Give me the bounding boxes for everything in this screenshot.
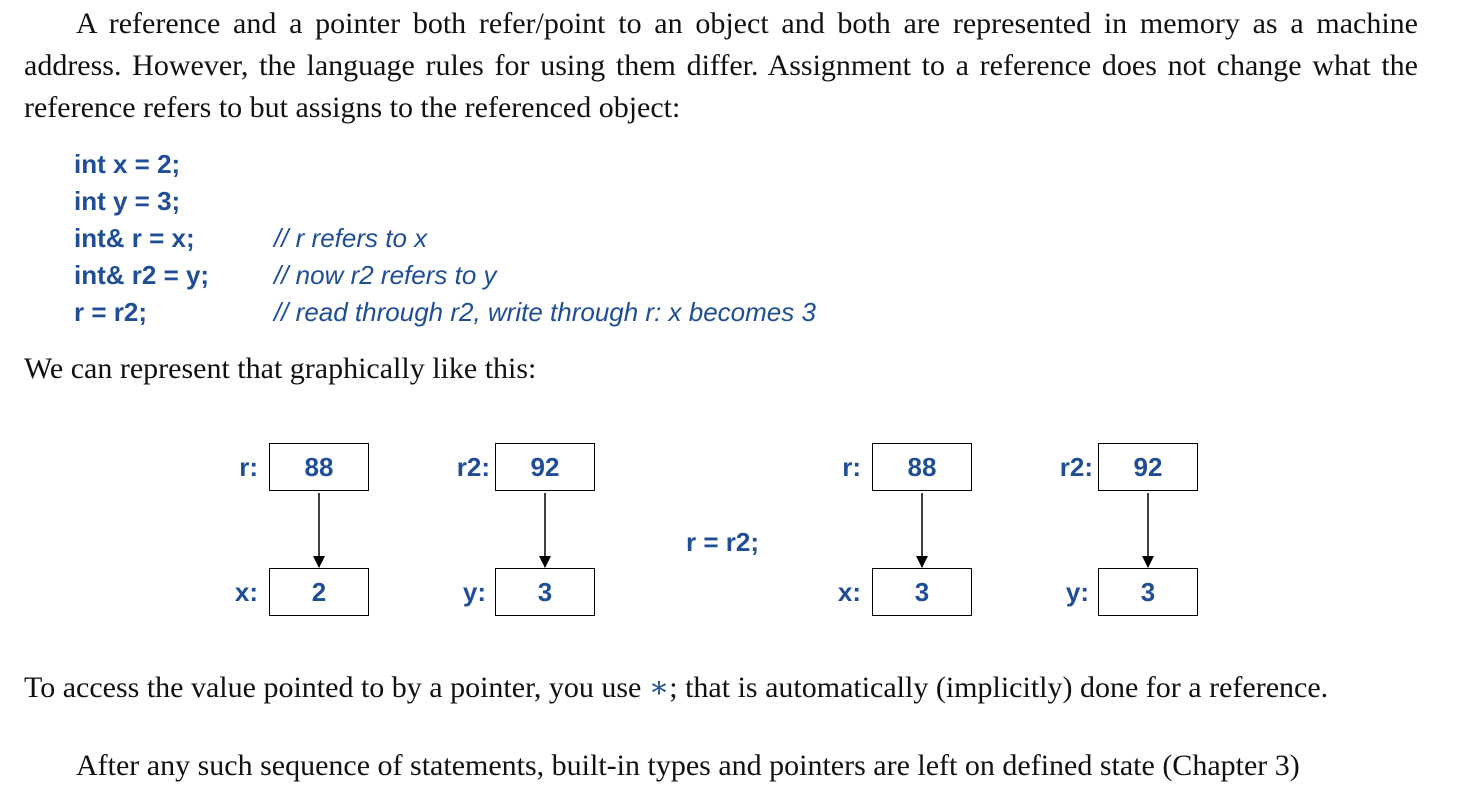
box-x-after: 3 [872, 568, 972, 616]
label-y-after: y: [1065, 577, 1089, 607]
box-r2-before: 92 [495, 443, 595, 491]
paragraph-text: To access the value pointed to by a pointer, you use [24, 671, 649, 704]
label-r2-after: r2: [1059, 452, 1093, 482]
code-statement: int& r2 = y; [74, 260, 210, 290]
box-y-after: 3 [1098, 568, 1198, 616]
cut-off-paragraph: After any such sequence of statements, built-in types and pointers are left on defined state (Chapter 3) [76, 749, 1300, 782]
code-comment: // r refers to x [274, 223, 428, 253]
code-block [74, 146, 816, 331]
label-r2-before: r2: [456, 452, 490, 482]
paragraph-text: ; that is automatically (implicitly) done for a reference. [669, 671, 1329, 704]
code-line [74, 257, 497, 294]
code-statement: r = r2; [74, 297, 147, 327]
label-x-after: x: [837, 577, 861, 607]
dereference-operator: ∗ [648, 671, 670, 704]
code-line [74, 294, 816, 331]
label-r-after: r: [842, 452, 861, 482]
label-r-before: r: [239, 452, 258, 482]
code-line [74, 183, 209, 220]
pointer-access-paragraph [24, 667, 1418, 709]
code-statement: int& r = x; [74, 223, 195, 253]
box-r2-after: 92 [1098, 443, 1198, 491]
box-y-before: 3 [495, 568, 595, 616]
reference-diagram [0, 420, 1478, 640]
code-line [74, 220, 428, 257]
code-statement: int y = 3; [74, 186, 181, 216]
box-r-before: 88 [269, 443, 369, 491]
code-comment: // read through r2, write through r: x becomes 3 [274, 297, 816, 327]
code-line [74, 146, 209, 183]
graphic-intro-paragraph: We can represent that graphically like this: [24, 352, 537, 385]
operation-label: r = r2; [686, 527, 759, 557]
label-y-before: y: [462, 577, 486, 607]
intro-paragraph: A reference and a pointer both refer/point to an object and both are represented in memory as a machine address. However, the language rules for using them differ. Assignment to a reference does not change what the reference refers to but assigns to the referenced object: [24, 7, 1418, 124]
code-comment: // now r2 refers to y [274, 260, 497, 290]
label-x-before: x: [234, 577, 258, 607]
box-r-after: 88 [872, 443, 972, 491]
code-statement: int x = 2; [74, 149, 181, 179]
box-x-before: 2 [269, 568, 369, 616]
